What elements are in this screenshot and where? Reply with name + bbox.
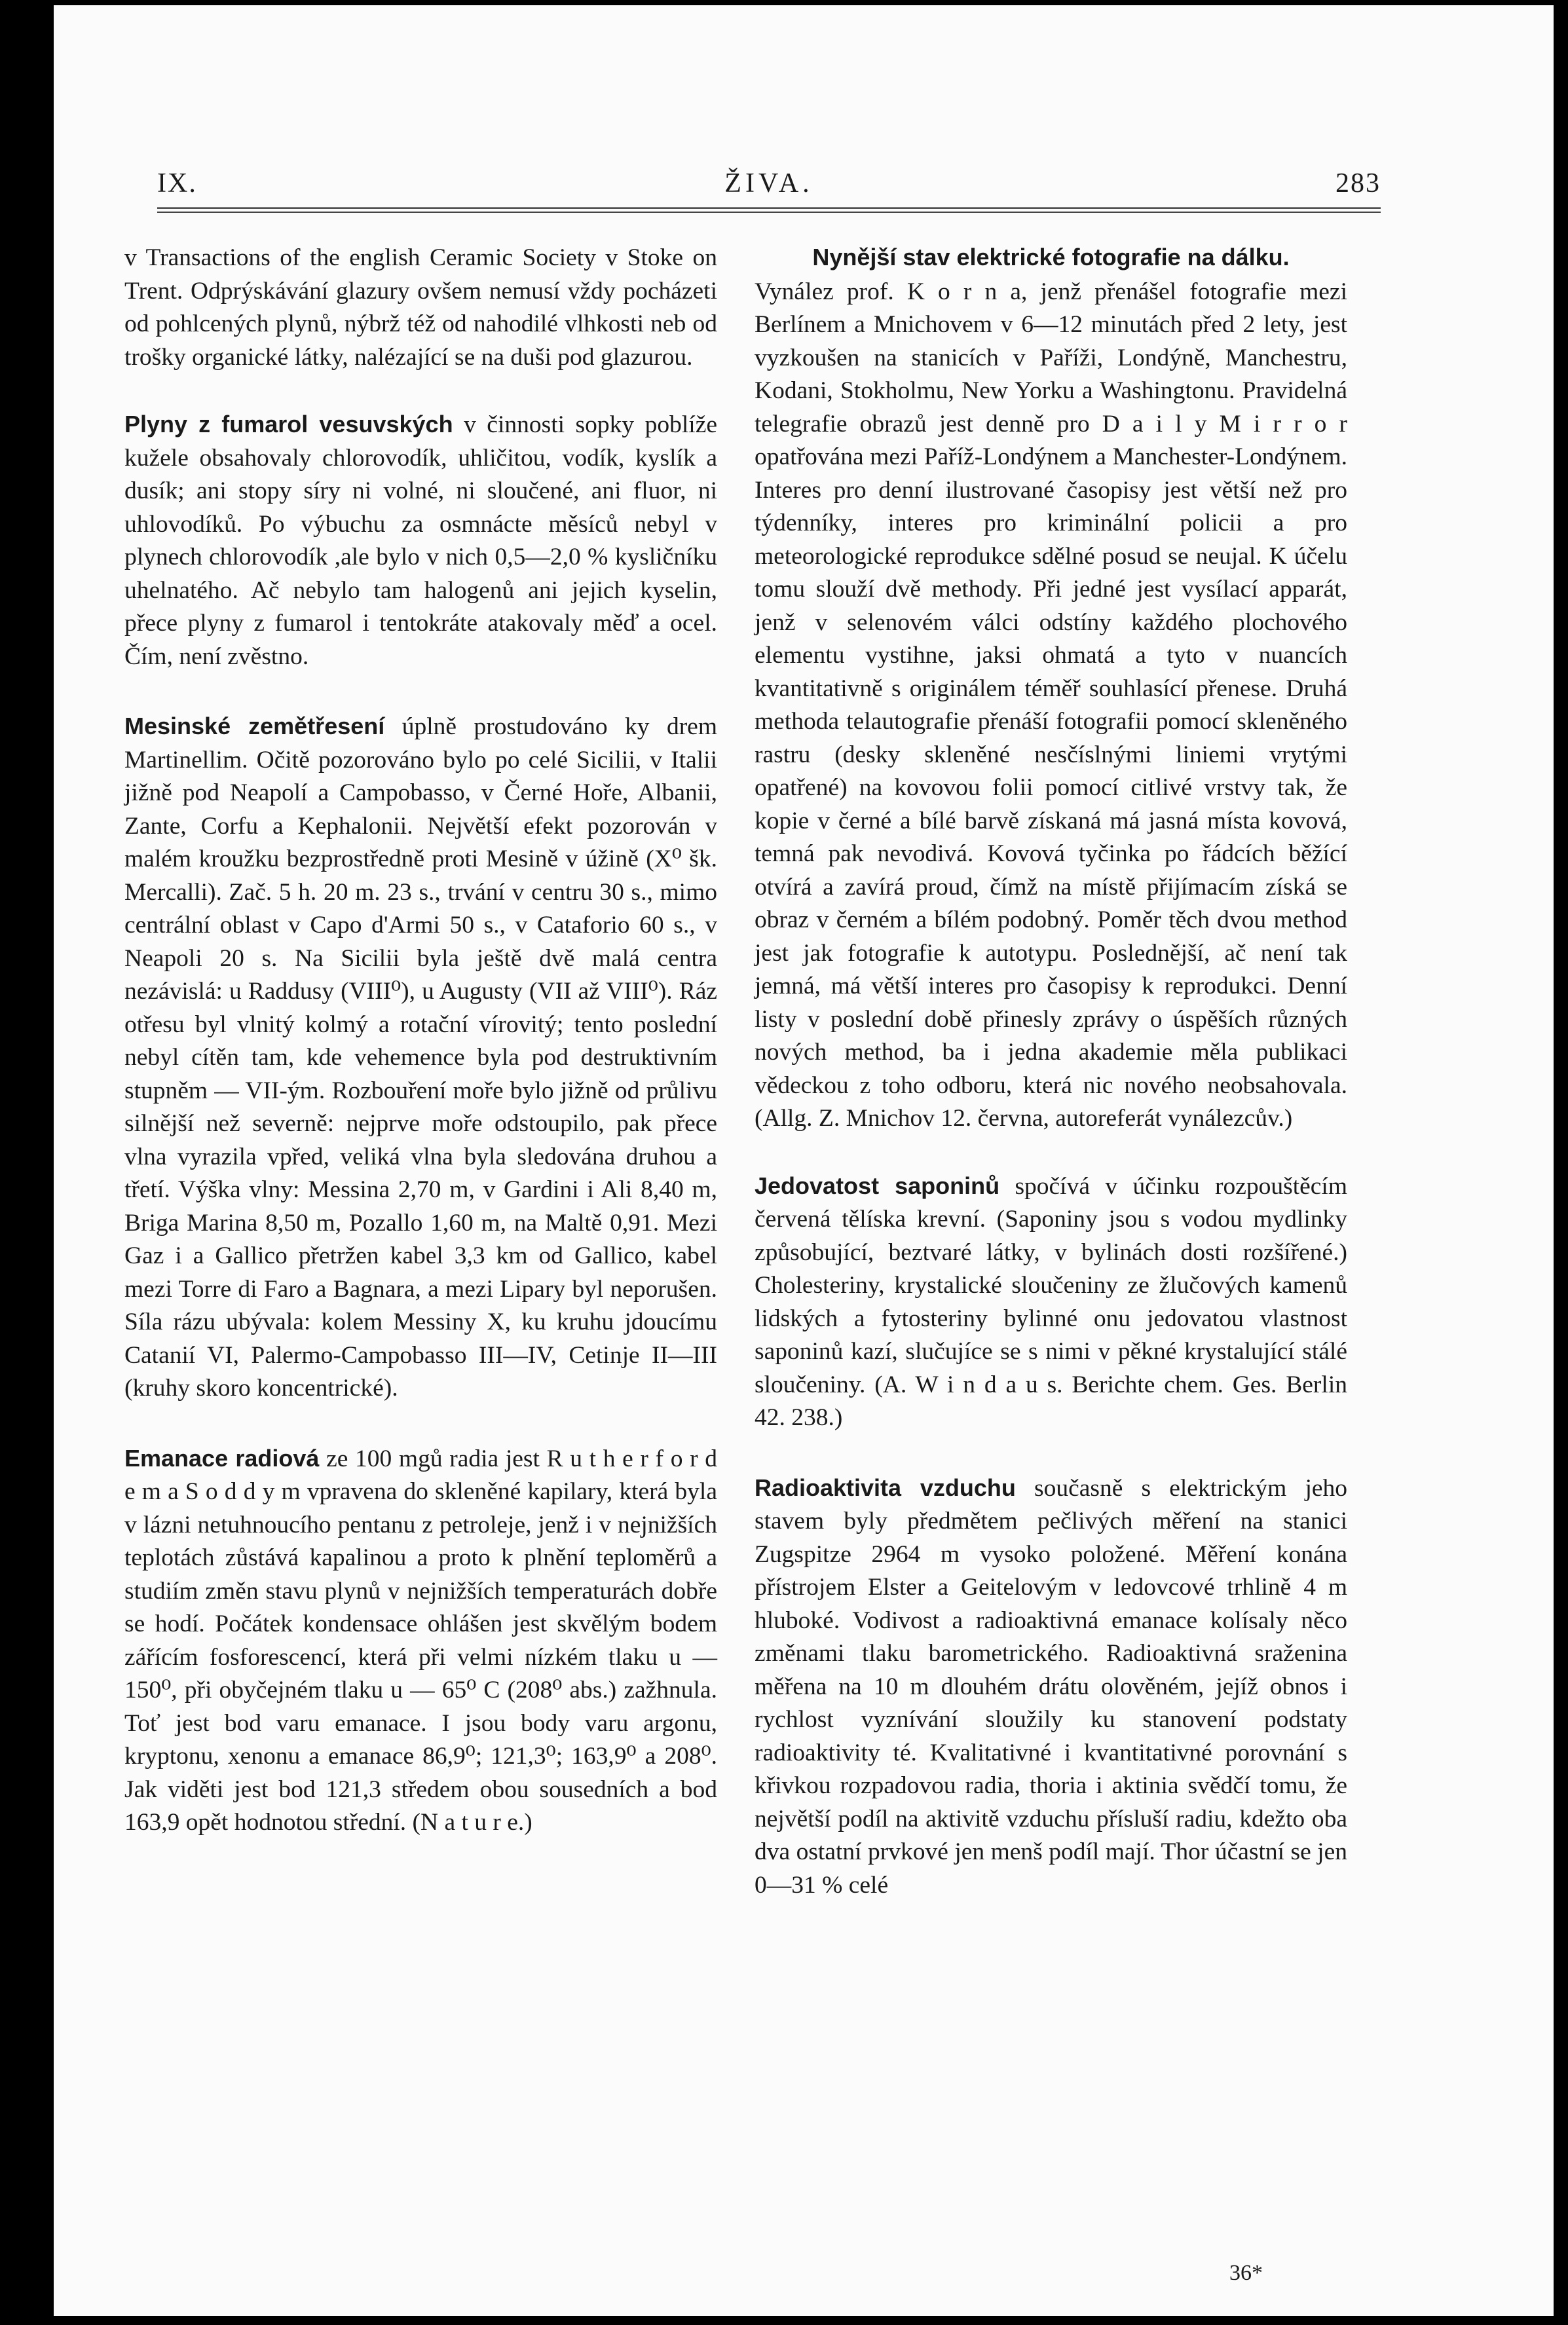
signature-mark: 36* [1229,2261,1263,2285]
article-body: spočívá v účinku rozpouštěcím červená tělíska krevní. (Saponiny jsou s vodou mydlinky způsobující, beztvaré látky, v bylinách dosti rozšířené.) Cholesteriny, krystalické sloučeniny ze žlučových kamenů lidských a fytosteriny bylinné onu jedovatou vlastnost saponinů kazí, slučujíce se s nimi v pěkné krystalující stálé sloučeniny. (A. W i n d a u s. Berichte chem. Ges. Berlin 42. 238.) [755,1172,1347,1431]
article-ceramic-continuation [124,241,717,374]
article-body: úplně prostudováno ky drem Martinellim. Očitě pozorováno bylo po celé Sicilii, v Italii jižně pod Neapolí a Campobasso, v Černé Hoře, Albanii, Zante, Corfu a Kephalonii. Největší efekt pozorován v malém kroužku bezprostředně proti Mesině v úžině (X⁰ šk. Mercalli). Zač. 5 h. 20 m. 23 s., trvání v centru 30 s., mimo centrální oblast v Capo d'Armi 50 s., v Cataforio 60 s., v Neapoli 20 s. Na Sicilii byla ještě dvě malá centra nezávislá: u Raddusy (VIII⁰), u Augusty (VII až VIII⁰). Ráz otřesu byl vlnitý kolmý a rotační vírovitý; tento poslední nebyl cítěn tam, kde vehemence byla pod destruktivním stupněm — VII-ým. Rozbouření moře bylo jižně od průlivu silnější než severně: nejprve moře odstoupilo, pak přece vlna vyrazila vpřed, veliká vlna byla sledována druhou a třetí. Výška vlny: Messina 2,70 m, v Gardini i Ali 8,40 m, Briga Marina 8,50 m, Pozallo 1,60 m, na Maltě 0,91. Mezi Gaz i a Gallico přetržen kabel 3,3 km od Gallico, kabel mezi Torre di Faro a Bagnara, a mezi Lipary byl neporušen. Síla rázu ubývala: kolem Messiny X, ku kruhu jdoucímu Catanií VI, Palermo-Campobasso III—IV, Cetinje II—III (kruhy skoro koncentrické). [124,713,717,1402]
journal-page [54,5,1554,2316]
left-column [124,241,717,1876]
article-fumarole-gases [124,408,717,673]
article-body: ze 100 mgů radia jest R u t h e r f o r d e m a S o d d y m vpravena do skleněné kapilary, která byla v lázni netuhnoucího pentanu z petroleje, jenž i v nejnižších teplotách zůstává kapalinou a proto k plnění teploměrů a studiím změn stavu plynů v nejnižších temperaturách dobře se hodí. Počátek kondensace ohlášen jest skvělým bodem zářícím fosforescencí, která při velmi nízkém tlaku u — 150⁰, při obyčejném tlaku u — 65⁰ C (208⁰ abs.) zažhnula. Toť jest bod varu emanace. I jsou body varu argonu, kryptonu, xenonu a emanace 86,9⁰; 121,3⁰; 163,9⁰ a 208⁰. Jak viděti jest bod 121,3 středem obou sousedních a bod 163,9 opět hodnotou střední. (N a t u r e.) [124,1445,717,1836]
journal-title: ŽIVA. [724,168,813,198]
article-heading: Radioaktivita vzduchu [755,1474,1016,1501]
article-body: v činnosti sopky poblíže kužele obsahovaly chlorovodík, uhličitou, vodík, kyslík a dusík; ani stopy síry ni volné, ni sloučené, ani fluor, ni uhlovodíků. Po výbuchu za osmnácte měsíců nebyl v plynech chlorovodík ,ale bylo v nich 0,5—2,0 % kysličníku uhelnatého. Ač nebylo tam halogenů ani jejich kyselin, přece plyny z fumarol i tentokráte atakovaly měď a ocel. Čím, není zvěstno. [124,411,718,670]
article-phototelegraphy [755,241,1347,1136]
volume-number: IX. [157,168,197,198]
article-air-radioactivity [755,1472,1347,1903]
header-rule [157,207,1381,213]
article-heading: Emanace radiová [124,1444,320,1472]
article-messina-earthquake [124,710,717,1405]
article-heading: Jedovatost saponinů [755,1172,1000,1199]
article-saponin-toxicity [755,1170,1347,1435]
right-column [755,241,1347,1939]
article-body: současně s elektrickým jeho stavem byly předmětem pečlivých měření na stanici Zugspitze 2964 m vysoko položené. Měření konána přístrojem Elster a Geitelovým v ledovcové trhlině 4 m hluboké. Vodivost a radioaktivná emanace kolísaly něco změnami tlaku barometrického. Radioaktivná sraženina měřena na 10 m dlouhém drátu olověném, jejíž obnos i rychlost vyznívání sloužily ku stanovení podstaty radioaktivity té. Kvalitativné i kvantitativné porovnání s křivkou rozpadovou radia, thoria i aktinia svědčí tomu, že největší podíl na aktivitě vzduchu přísluší radiu, kdežto oba dva ostatní prvkové jen menš podíl mají. Thor účastní se jen 0—31 % celé [755,1474,1348,1899]
running-header [157,168,1381,220]
article-radium-emanation [124,1442,717,1840]
article-heading: Mesinské zemětřesení [124,713,385,739]
article-heading: Plyny z fumarol vesuvských [124,411,453,437]
article-heading: Nynější stav elektrické fotografie na dálku. [812,244,1290,270]
page-number: 283 [1335,168,1381,198]
article-body: v Transactions of the english Ceramic Society v Stoke on Trent. Odprýskávání glazury ovšem nemusí vždy pocházeti od pohlcených plynů, nýbrž též od nahodilé vlhkosti neb od trošky organické látky, nalézající se na duši pod glazurou. [124,244,717,371]
article-body: Vynález prof. K o r n a, jenž přenášel fotografie mezi Berlínem a Mnichovem v 6—12 minutách před 2 lety, jest vyzkoušen na stanicích v Paříži, Londýně, Manchestru, Kodani, Stokholmu, New Yorku a Washingtonu. Pravidelná telegrafie obrazů jest denně pro D a i l y M i r r o r opatřována mezi Paříž-Londýnem a Manchester-Londýnem. Interes pro denní ilustrované časopisy jest větší než pro týdenníky, interes pro kriminální policii a pro meteorologické reprodukce sdělné posud se neujal. K účelu tomu slouží dvě methody. Při jedné jest vysílací apparát, jenž v selenovém válci odstíny každého plochového elementu vystihne, jaksi ohmatá a tyto v nuancích kvantitativně s originálem téměř souhlasící přenese. Druhá methoda telautografie přenáší fotografii pomocí skleněného rastru (desky skleněné nesčíslnými liniemi vrytými opatřené) na kovovou folii pomocí citlivé vrstvy tak, že kopie v černé a bílé barvě získaná má jasná místa kovová, temná pak nevodivá. Kovová tyčinka po řádcích běžící otvírá a zavírá proud, čímž na místě přijímacím získá se obraz v černém a bílém podobný. Poměr těch dvou method jest jak fotografie k autotypu. Poslednější, ač není tak jemná, má větší interes pro časopisy k reprodukci. Denní listy v poslední době přinesly zprávy o úspěších různých nových method, ba i jedna akademie měla publikaci vědeckou z toho odboru, která nic nového neobsahovala. (Allg. Z. Mnichov 12. června, autoreferát vynálezcův.) [755,278,1347,1132]
